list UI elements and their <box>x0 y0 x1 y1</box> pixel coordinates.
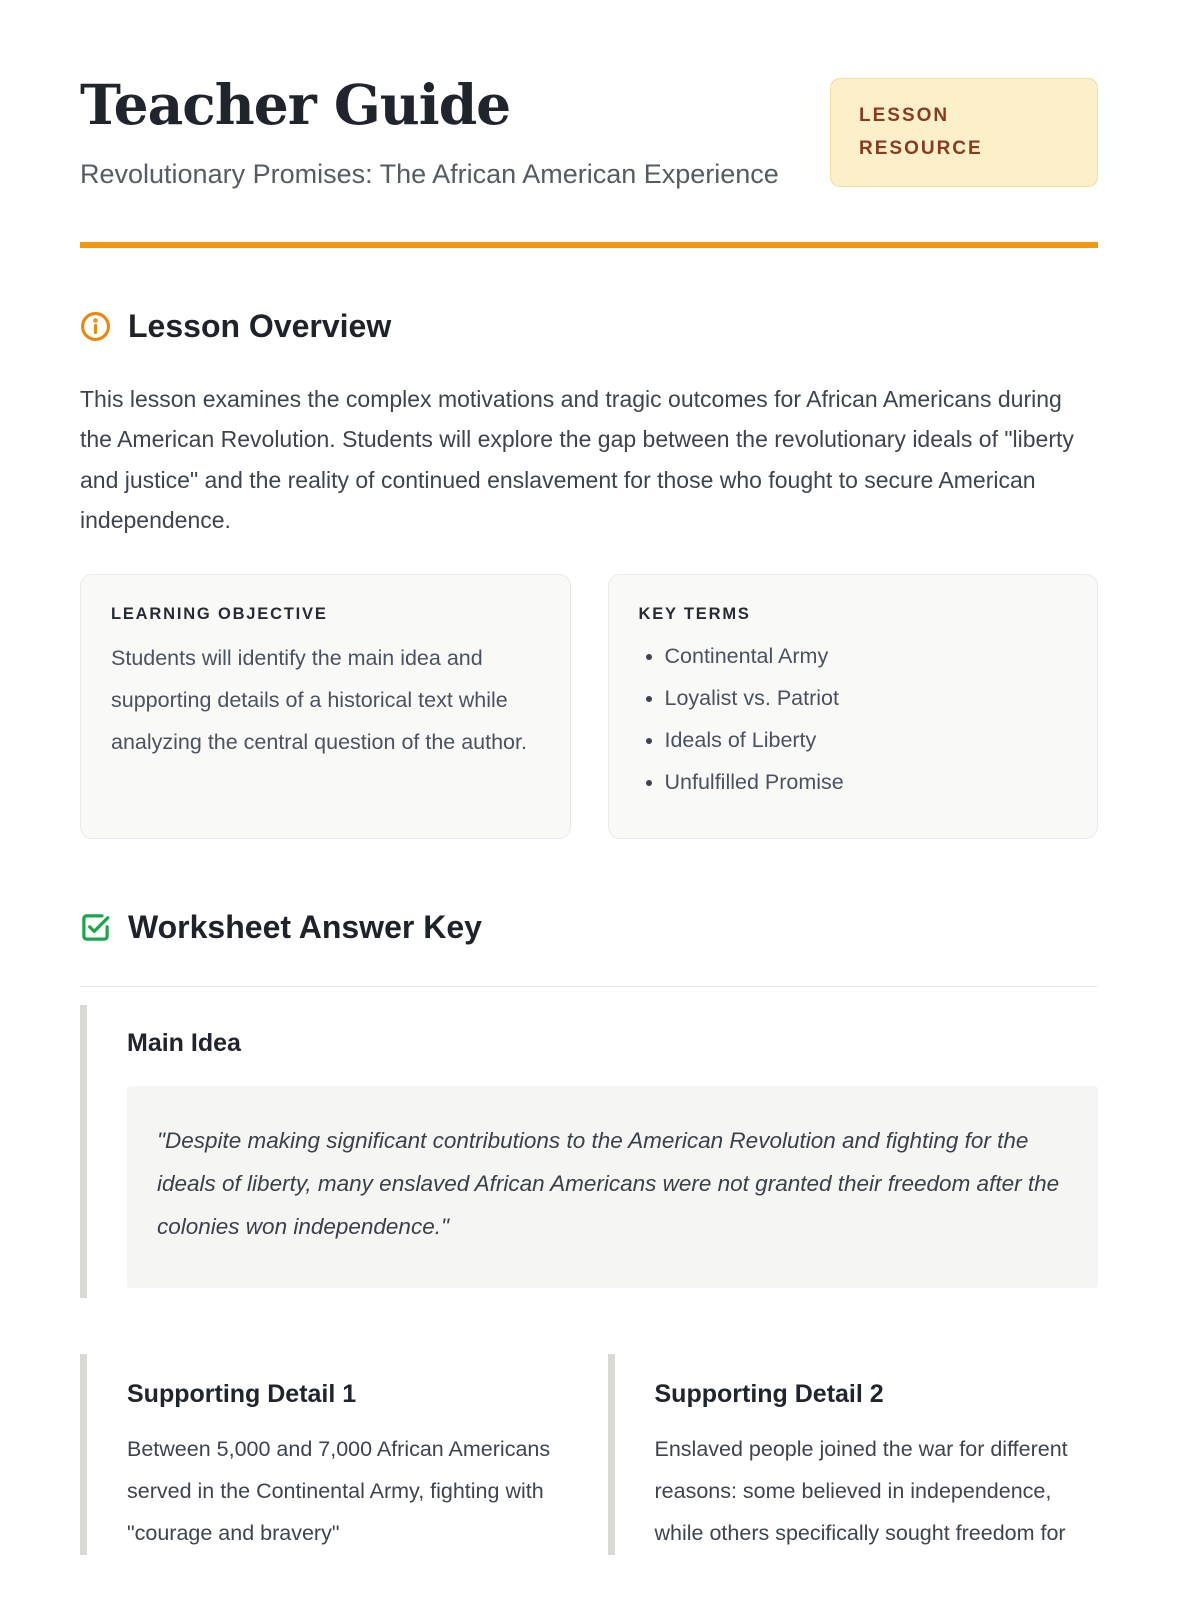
lesson-overview-heading-text: Lesson Overview <box>128 307 392 344</box>
learning-objective-card <box>80 574 571 839</box>
supporting-detail-1-heading: Supporting Detail 1 <box>127 1380 357 1409</box>
lesson-resource-badge: LESSON RESOURCE <box>830 78 1098 187</box>
key-term-item: • Continental Army <box>665 636 1068 678</box>
lesson-overview-section <box>80 308 1098 840</box>
header <box>80 72 1098 196</box>
accent-divider <box>80 242 1098 248</box>
supporting-detail-2-text: Enslaved people joined the war for different reasons: some believed in independence, while others specifically sought freedom for <box>654 1437 1068 1546</box>
supporting-detail-1 <box>80 1354 571 1555</box>
overview-cards <box>80 574 1098 839</box>
page-subtitle: Revolutionary Promises: The African American Experience <box>80 158 779 189</box>
main-idea-block <box>80 1005 1098 1298</box>
section-divider <box>80 986 1098 987</box>
check-square-icon <box>80 912 111 943</box>
key-terms-list <box>639 636 1068 804</box>
supporting-detail-2-heading: Supporting Detail 2 <box>654 1380 884 1409</box>
key-term-item: • Unfulfilled Promise <box>665 762 1068 804</box>
page-title: Teacher Guide <box>80 72 511 137</box>
main-idea-heading: Main Idea <box>127 1029 241 1058</box>
supporting-details <box>80 1354 1098 1555</box>
answer-key-heading <box>80 909 1098 946</box>
supporting-detail-2 <box>608 1354 1099 1555</box>
lesson-overview-heading <box>80 308 1098 345</box>
key-terms-card <box>608 574 1099 839</box>
key-term-item: • Ideals of Liberty <box>665 720 1068 762</box>
key-terms-label: KEY TERMS <box>638 605 751 624</box>
main-idea-quote: "Despite making significant contributions to the American Revolution and fighting for the ideals of liberty, many enslaved African Americans were not granted their freedom after the colonies won independence." <box>127 1086 1098 1288</box>
learning-objective-label: LEARNING OBJECTIVE <box>111 605 328 624</box>
answer-key-heading-text: Worksheet Answer Key <box>128 909 482 946</box>
answer-key-section <box>80 909 1098 1555</box>
key-term-item: • Loyalist vs. Patriot <box>665 678 1068 720</box>
overview-paragraph: This lesson examines the complex motivations and tragic outcomes for African Americans during the American Revolution. Students will explore the gap between the revolutionary ideals of "liberty and justice" and the reality of continued enslavement for those who fought to secure American independence. <box>80 385 1074 533</box>
supporting-detail-1-text: Between 5,000 and 7,000 African Americans served in the Continental Army, fighting with "courage and bravery" <box>127 1437 551 1546</box>
info-icon <box>80 311 111 342</box>
header-titles <box>80 72 779 196</box>
learning-objective-text: Students will identify the main idea and supporting details of a historical text while analyzing the central question of the author. <box>111 646 527 755</box>
